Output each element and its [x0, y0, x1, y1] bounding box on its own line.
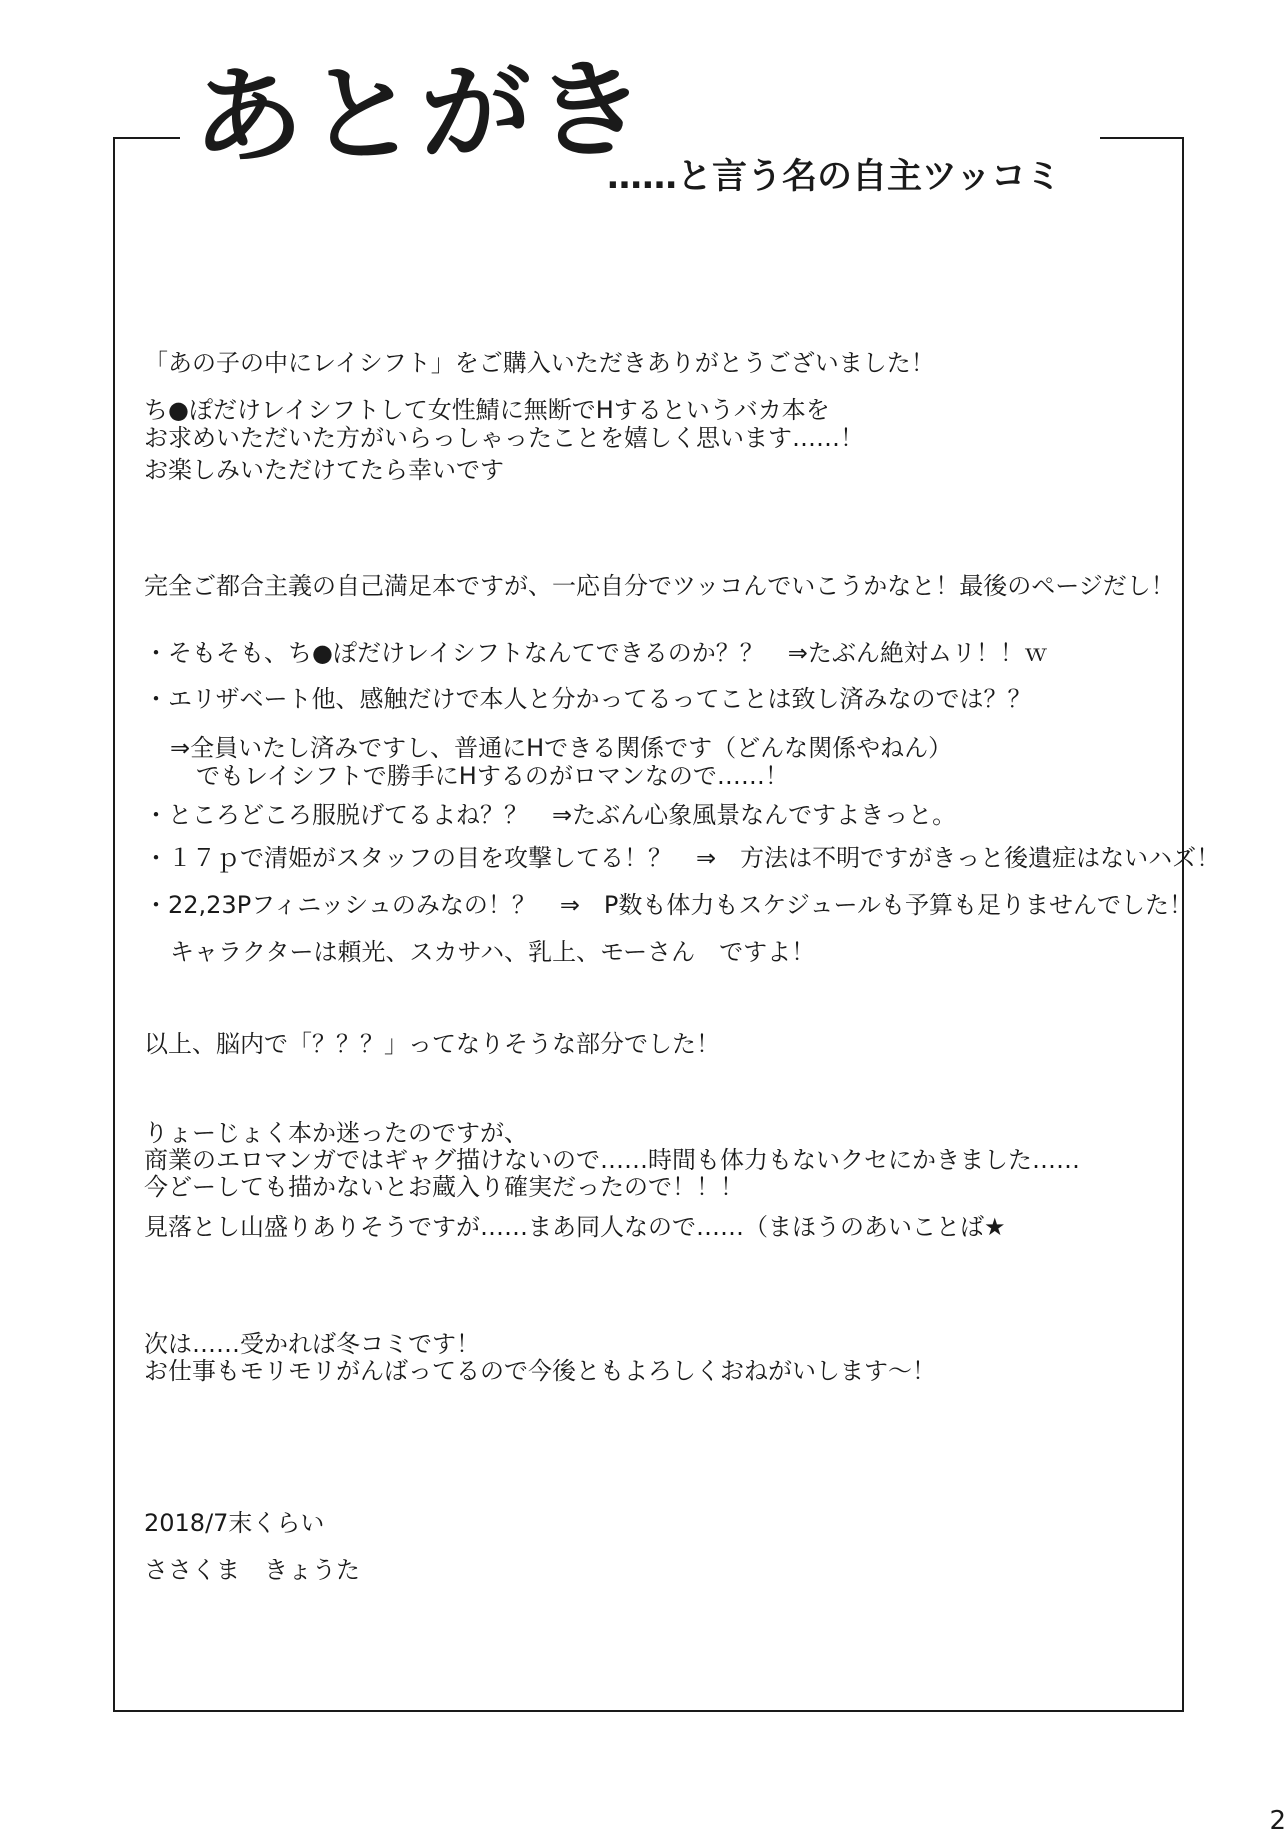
text-line: ⇒全員いたし済みですし、普通にHできる関係です（どんな関係やねん）: [170, 734, 953, 762]
text-line: 見落とし山盛りありそうですが……まあ同人なので……（まほうのあいことば★: [144, 1213, 1006, 1241]
text-line: お求めいただいた方がいらっしゃったことを嬉しく思います……！: [144, 424, 864, 452]
text-line: 次は……受かれば冬コミです！: [144, 1330, 480, 1358]
text-line: ・ところどころ服脱げてるよね？？ ⇒たぶん心象風景なんですよきっと。: [144, 801, 957, 829]
page-title: あとがき: [190, 48, 650, 180]
text-line: 今どーしても描かないとお蔵入り確実だったので！！！: [144, 1173, 744, 1201]
text-line: でもレイシフトで勝手にHするのがロマンなので……！: [196, 762, 789, 790]
text-line: お楽しみいただけてたら幸いです: [144, 456, 504, 484]
text-line: ・１７ｐで清姫がスタッフの目を攻撃してる！？ ⇒ 方法は不明ですがきっと後遺症はないハズ！: [144, 844, 1221, 872]
text-line: 以上、脳内で「？？？」ってなりそうな部分でした！: [144, 1030, 720, 1058]
text-line: りょーじょく本か迷ったのですが、: [144, 1119, 528, 1147]
author-line: ささくま きょうた: [144, 1556, 360, 1584]
text-line: 「あの子の中にレイシフト」をご購入いただきありがとうございました！: [144, 349, 935, 377]
page-subtitle: ……と言う名の自主ツッコミ: [607, 157, 1061, 197]
text-line: ・エリザベート他、感触だけで本人と分かってるってことは致し済みなのでは？？: [144, 685, 1032, 713]
text-line: ・そもそも、ち●ぽだけレイシフトなんてできるのか？？ ⇒たぶん絶対ムリ！！ｗ: [144, 639, 1048, 667]
text-line: 完全ご都合主義の自己満足本ですが、一応自分でツッコんでいこうかなと！最後のページだし！: [144, 572, 1175, 600]
text-line: お仕事もモリモリがんばってるので今後ともよろしくおねがいします～！: [144, 1357, 936, 1385]
page-number: 2: [1269, 1806, 1286, 1836]
text-line: キャラクターは頼光、スカサハ、乳上、モーさん ですよ！: [170, 938, 816, 966]
date-line: 2018/7末くらい: [144, 1509, 325, 1537]
text-line: ち●ぽだけレイシフトして女性鯖に無断でHするというバカ本を: [144, 396, 830, 424]
text-line: ・22,23Pフィニッシュのみなの！？ ⇒ P数も体力もスケジュールも予算も足りませんでした！: [144, 891, 1193, 919]
text-line: 商業のエロマンガではギャグ描けないので……時間も体力もないクセにかきました……: [144, 1146, 1080, 1174]
